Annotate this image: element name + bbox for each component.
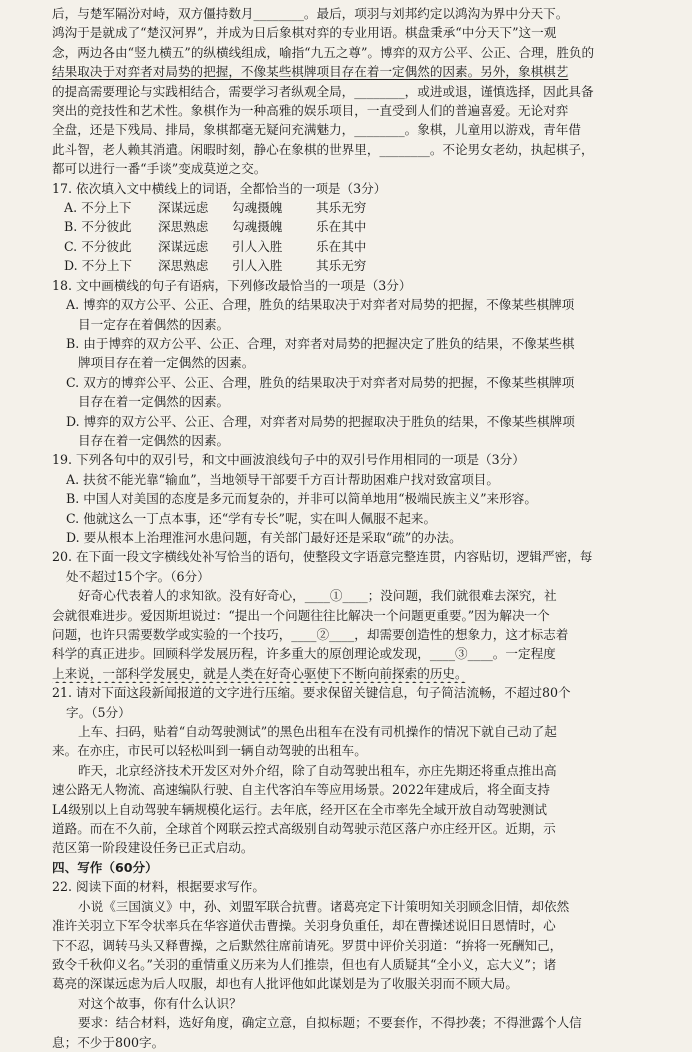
passage-line: 下不忍，调转马头又释曹操，之后默然往席前请死。罗贯中评价关羽道：“拚将一死酬知己， — [52, 937, 563, 953]
question-stem: 18. 文中画横线的句子有语病，下列修改最恰当的一项是（3分） — [52, 277, 412, 293]
passage-line: 念，两边各由“竖九横五”的纵横线组成，喻指“九五之尊”。博弈的双方公平、公正、合理，胜负的 — [52, 44, 595, 60]
passage-line: 会就很难进步。爱因斯坦说过：“提出一个问题往往比解决一个问题更重要。”因为解决一个 — [52, 607, 550, 623]
passage-block — [52, 4, 678, 179]
question-stem: 19. 下列各句中的双引号，和文中画波浪线句子中的双引号作用相同的一项是（3分） — [52, 452, 525, 468]
option-b[interactable]: B. 不分彼此 深思熟虑 勾魂摄魄 乐在其中 — [64, 219, 367, 235]
passage-line: 好奇心代表着人的求知欲。没有好奇心，____①____；没问题，我们就很难去深究，社 — [78, 588, 557, 604]
passage-line: 全盘，还是下残局、排局，象棋都毫无疑问充满魅力，________。象棋，儿童用以游戏，青年借 — [52, 122, 581, 138]
option-c[interactable]: C. 不分彼此 深谋远虑 引人入胜 乐在其中 — [64, 238, 367, 254]
passage-line: 都可以进行一番“手谈”变成莫逆之交。 — [52, 161, 267, 177]
requirement: 要求：结合材料，选好角度，确定立意，自拟标题；不要套作，不得抄袭；不得泄露个人信 — [78, 1015, 582, 1031]
passage-line: 准许关羽立下军令状率兵在华容道伏击曹操。关羽身负重任，却在曹操述说旧日恩情时，心 — [52, 918, 556, 934]
option-d[interactable]: D. 不分上下 深思熟虑 引人入胜 其乐无穷 — [64, 258, 367, 274]
passage-line: 的提高需要理论与实践相结合，需要学习者纵观全局，________，或进或退，谨慎选择，因此具备 — [52, 83, 594, 99]
passage-line: 致令千秋仰义名。”关羽的重情重义历来为人们推崇，但也有人质疑其“全小义，忘大义”；诸 — [52, 956, 557, 972]
passage-line: 突出的竞技性和艺术性。象棋作为一种高雅的娱乐项目，一直受到人们的普遍喜爱。无论对弈 — [52, 103, 569, 119]
passage-line: 道路。而在不久前，全球首个网联云控式高级别自动驾驶示范区落户亦庄经开区。近期，示 — [52, 821, 556, 837]
question-stem: 22. 阅读下面的材料，根据要求写作。 — [52, 879, 265, 895]
passage-line: 葛亮的深谋远虑为后人叹服，却也有人批评他如此谋划是为了收服关羽而不顾大局。 — [52, 976, 518, 992]
option-a[interactable]: A. 博弈的双方公平、公正、合理，胜负的结果取决于对弈者对局势的把握，不像某些棋牌项 目一定存在着偶然的因素。 — [66, 297, 575, 332]
option-c[interactable]: C. 双方的博弈公平、公正、合理，胜负的结果取决于对弈者对局势的把握，不像某些棋牌项 目存在着一定偶然的因素。 — [66, 374, 575, 410]
question-stem-cont: 字。（5分） — [66, 704, 131, 720]
question-18 — [52, 276, 678, 451]
question-20 — [52, 547, 678, 683]
passage-line-underlined: 结果取决于对弈者对局势的把握，不像某些棋牌项目存在着一定偶然的因素。另外，象棋棋艺 — [52, 64, 569, 80]
prompt-question: 对这个故事，你有什么认识？ — [78, 995, 242, 1011]
option-c[interactable]: C. 他就这么一丁点本事，还“学有专长”呢，实在叫人佩服不起来。 — [66, 510, 437, 526]
passage-line: 速公路无人物流、高速编队行驶、自主代客泊车等应用场景。2022年建成后，将全面支持 — [52, 782, 551, 798]
option-a[interactable]: A. 扶贫不能光靠“输血”，当地领导干部要千方百计帮助困难户找对致富项目。 — [66, 471, 499, 487]
question-19 — [52, 450, 678, 547]
passage-line-wavy: 上来说，一部科学发展史，就是人类在好奇心驱使下不断向前探索的历史。 — [52, 665, 468, 681]
passage-line: 问题，也许只需要数学或实验的一个技巧，____②____，却需要创造性的想象力，这才标志着 — [52, 627, 569, 642]
option-b[interactable]: B. 中国人对美国的态度是多元而复杂的，并非可以简单地用“极端民族主义”来形容。 — [66, 491, 537, 507]
passage-line: 此斗智，老人赖其消遣。闲暇时刻，静心在象棋的世界里，________。不论男女老幼，执起棋子， — [52, 141, 594, 157]
question-21 — [52, 683, 678, 858]
passage-line: 科学的真正进步。回顾科学发展历程，许多重大的原创理论或发现，____③____。一定程度 — [52, 646, 556, 662]
section-heading: 四、写作（60分） — [52, 859, 158, 875]
option-a[interactable]: A. 不分上下 深谋远虑 勾魂摄魄 其乐无穷 — [64, 200, 367, 216]
option-d[interactable]: D. 博弈的双方公平、公正、合理，对弈者对局势的把握取决于胜负的结果，不像某些棋牌项 目存在着一定偶然的因素。 — [66, 413, 575, 448]
passage-line: 范区第一阶段建设任务已正式启动。 — [52, 840, 254, 856]
option-d[interactable]: D. 要从根本上治理淮河水患问题，有关部门最好还是采取“疏”的办法。 — [66, 529, 462, 545]
passage-line: 来。在亦庄，市民可以轻松叫到一辆自动驾驶的出租车。 — [52, 743, 367, 759]
question-17 — [52, 179, 678, 276]
passage-line: 鸿沟于是就成了“楚汉河界”，并成为日后象棋对弈的专业用语。棋盘秉承“中分天下”这一观 — [52, 25, 557, 41]
passage-line: L4级别以上自动驾驶车辆规模化运行。去年底，经开区在全市率先全域开放自动驾驶测试 — [52, 801, 547, 817]
passage-line: 昨天，北京经济技术开发区对外介绍，除了自动驾驶出租车，亦庄先期还将重点推出高 — [78, 762, 557, 778]
question-stem: 21. 请对下面这段新闻报道的文字进行压缩。要求保留关键信息，句子简洁流畅，不超过80个 — [52, 685, 571, 701]
question-stem-cont: 处不超过15个字。（6分） — [66, 568, 210, 584]
option-b[interactable]: B. 由于博弈的双方公平、公正、合理，对弈者对局势的把握决定了胜负的结果，不像某些棋 牌项目存在着一定偶然的因素。 — [66, 335, 575, 371]
question-stem: 20. 在下面一段文字横线处补写恰当的语句，使整段文字语意完整连贯，内容贴切，逻辑严密，每 — [52, 549, 593, 565]
requirement-cont: 息；不少于800字。 — [52, 1034, 165, 1050]
passage-line: 小说《三国演义》中，孙、刘盟军联合抗曹。诸葛亮定下计策明知关羽顾念旧情，却依然 — [78, 898, 570, 914]
question-stem: 17. 依次填入文中横线上的词语，全都恰当的一项是（3分） — [52, 180, 387, 196]
passage-line: 后，与楚军隔汾对峙，双方僵持数月________。最后，项羽与刘邦约定以鸿沟为界中分天下。 — [52, 6, 569, 21]
passage-line: 上车、扫码，贴着“自动驾驶测试”的黑色出租车在没有司机操作的情况下就自己动了起 — [78, 724, 557, 740]
question-22 — [52, 877, 678, 1052]
